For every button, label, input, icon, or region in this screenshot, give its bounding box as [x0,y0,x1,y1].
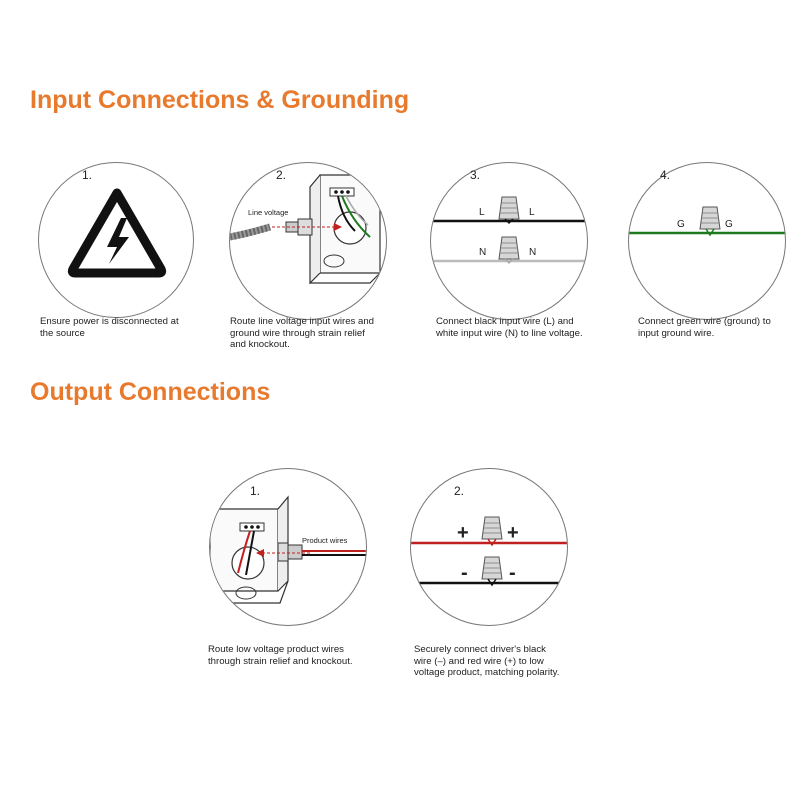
input-step-3-caption: Connect black input wire (L) and white input wire (N) to line voltage. [436,316,583,339]
output-step-2-number: 2. [454,484,465,498]
product-wires-label: Product wires [302,536,348,545]
label-n-left: N [479,247,487,258]
label-l-left: L [479,207,485,218]
input-connections-heading: Input Connections & Grounding [30,86,410,114]
output-step-1-caption: Route low voltage product wires through strain relief and knockout. [208,644,353,667]
input-step-4-illustration [628,162,786,320]
line-voltage-label: Line voltage [248,208,289,217]
warning-electric-icon [72,193,161,273]
input-step-1-illustration [38,162,194,318]
output-connections-heading: Output Connections [30,378,271,406]
input-step-3-number: 3. [470,168,481,182]
input-step-1-number: 1. [82,168,93,182]
label-positive-right: + [507,522,519,544]
output-step-1-number: 1. [250,484,261,498]
wire-nut-n [499,237,519,263]
input-step-2-caption: Route line voltage input wires and ground wire through strain relief and knockout. [230,316,374,350]
product-wires-cable [302,551,367,555]
wire-nut-g [700,207,720,235]
input-step-4-number: 4. [660,168,671,182]
label-g-right: G [725,219,733,230]
label-n-right: N [529,247,537,258]
line-voltage-cable [230,227,270,237]
output-step-2-illustration [410,468,568,626]
label-positive-left: + [457,522,469,544]
input-step-4-caption: Connect green wire (ground) to input ground wire. [638,316,771,339]
wire-nut-l [499,197,519,223]
label-negative-right: - [509,562,516,584]
input-step-2-number: 2. [276,168,287,182]
wire-nut-negative [482,557,502,585]
label-l-right: L [529,207,535,218]
junction-box [210,497,288,603]
junction-box [310,175,380,283]
output-step-2-caption: Securely connect driver's black wire (–) and red wire (+) to low voltage product, matching polarity. [414,644,560,678]
label-negative-left: - [461,562,468,584]
label-g-left: G [677,219,685,230]
input-step-1-caption: Ensure power is disconnected at the source [40,316,179,339]
wire-nut-positive [482,517,502,545]
input-step-3-illustration [430,162,588,320]
input-step-2-illustration [229,162,387,320]
strain-relief [278,543,302,561]
output-step-1-illustration [209,468,367,626]
